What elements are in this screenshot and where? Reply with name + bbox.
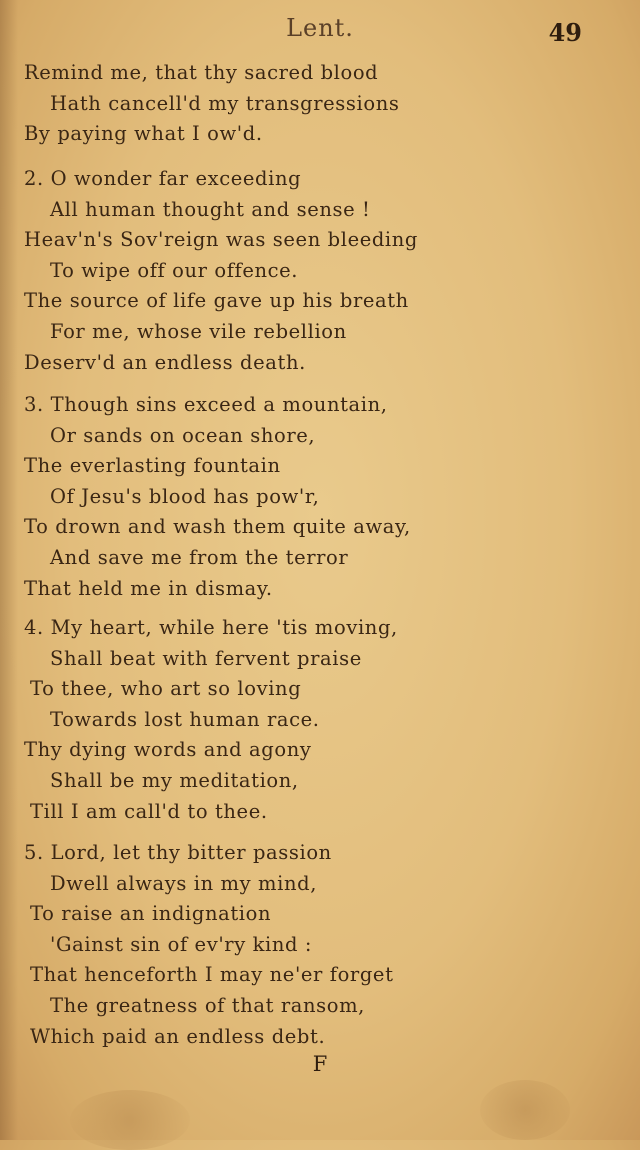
page-number: 49 [548, 18, 582, 47]
verse-line: Dwell always in my mind, [50, 871, 318, 895]
stanza-4 [24, 613, 624, 827]
verse-line: 3. Though sins exceed a mountain, [24, 393, 388, 416]
verse-line: That henceforth I may ne'er forget [30, 963, 394, 987]
stanza-continuation [24, 58, 624, 150]
verse-line: Shall be my meditation, [50, 768, 299, 792]
verse-line: Of Jesu's blood has pow'r, [50, 484, 320, 508]
verse-line: And save me from the terror [50, 545, 349, 569]
verse-line: The everlasting fountain [24, 454, 281, 478]
verse-line: 'Gainst sin of ev'ry kind : [50, 932, 313, 956]
verse-line: Till I am call'd to thee. [30, 799, 268, 823]
paper-stain [480, 1080, 570, 1140]
verse-line: To wipe off our offence. [50, 258, 299, 282]
verse-line: Thy dying words and agony [24, 738, 312, 762]
stanza-2 [24, 164, 624, 378]
verse-line: Heav'n's Sov'reign was seen bleeding [24, 228, 419, 252]
verse-line: 5. Lord, let thy bitter passion [24, 841, 332, 864]
verse-line: 4. My heart, while here 'tis moving, [24, 616, 398, 639]
stanza-3 [24, 390, 624, 604]
verse-line: Hath cancell'd my transgressions [50, 91, 400, 115]
verse-line: The greatness of that ransom, [50, 993, 365, 1017]
verse-line: The source of life gave up his breath [24, 289, 409, 313]
paper-stain [70, 1090, 190, 1150]
verse-line: Remind me, that thy sacred blood [24, 61, 379, 84]
verse-line: By paying what I ow'd. [24, 122, 263, 146]
verse-line: For me, whose vile rebellion [50, 319, 347, 343]
verse-line: 2. O wonder far exceeding [24, 167, 302, 190]
running-head-title: Lent. [286, 14, 354, 42]
verse-line: Deserv'd an endless death. [24, 350, 306, 374]
verse-line: Which paid an endless debt. [30, 1024, 326, 1048]
verse-line: That held me in dismay. [24, 576, 273, 600]
page-gutter-shadow [0, 0, 18, 1140]
verse-line: To thee, who art so loving [30, 677, 302, 701]
printer-signature-mark: F [312, 1052, 328, 1076]
verse-line: All human thought and sense ! [50, 197, 371, 221]
verse-line: Or sands on ocean shore, [50, 423, 316, 447]
verse-line: To raise an indignation [30, 902, 272, 926]
verse-line: To drown and wash them quite away, [24, 515, 411, 539]
verse-line: Towards lost human race. [50, 707, 320, 731]
verse-line: Shall beat with fervent praise [50, 646, 362, 670]
stanza-5 [24, 838, 624, 1052]
